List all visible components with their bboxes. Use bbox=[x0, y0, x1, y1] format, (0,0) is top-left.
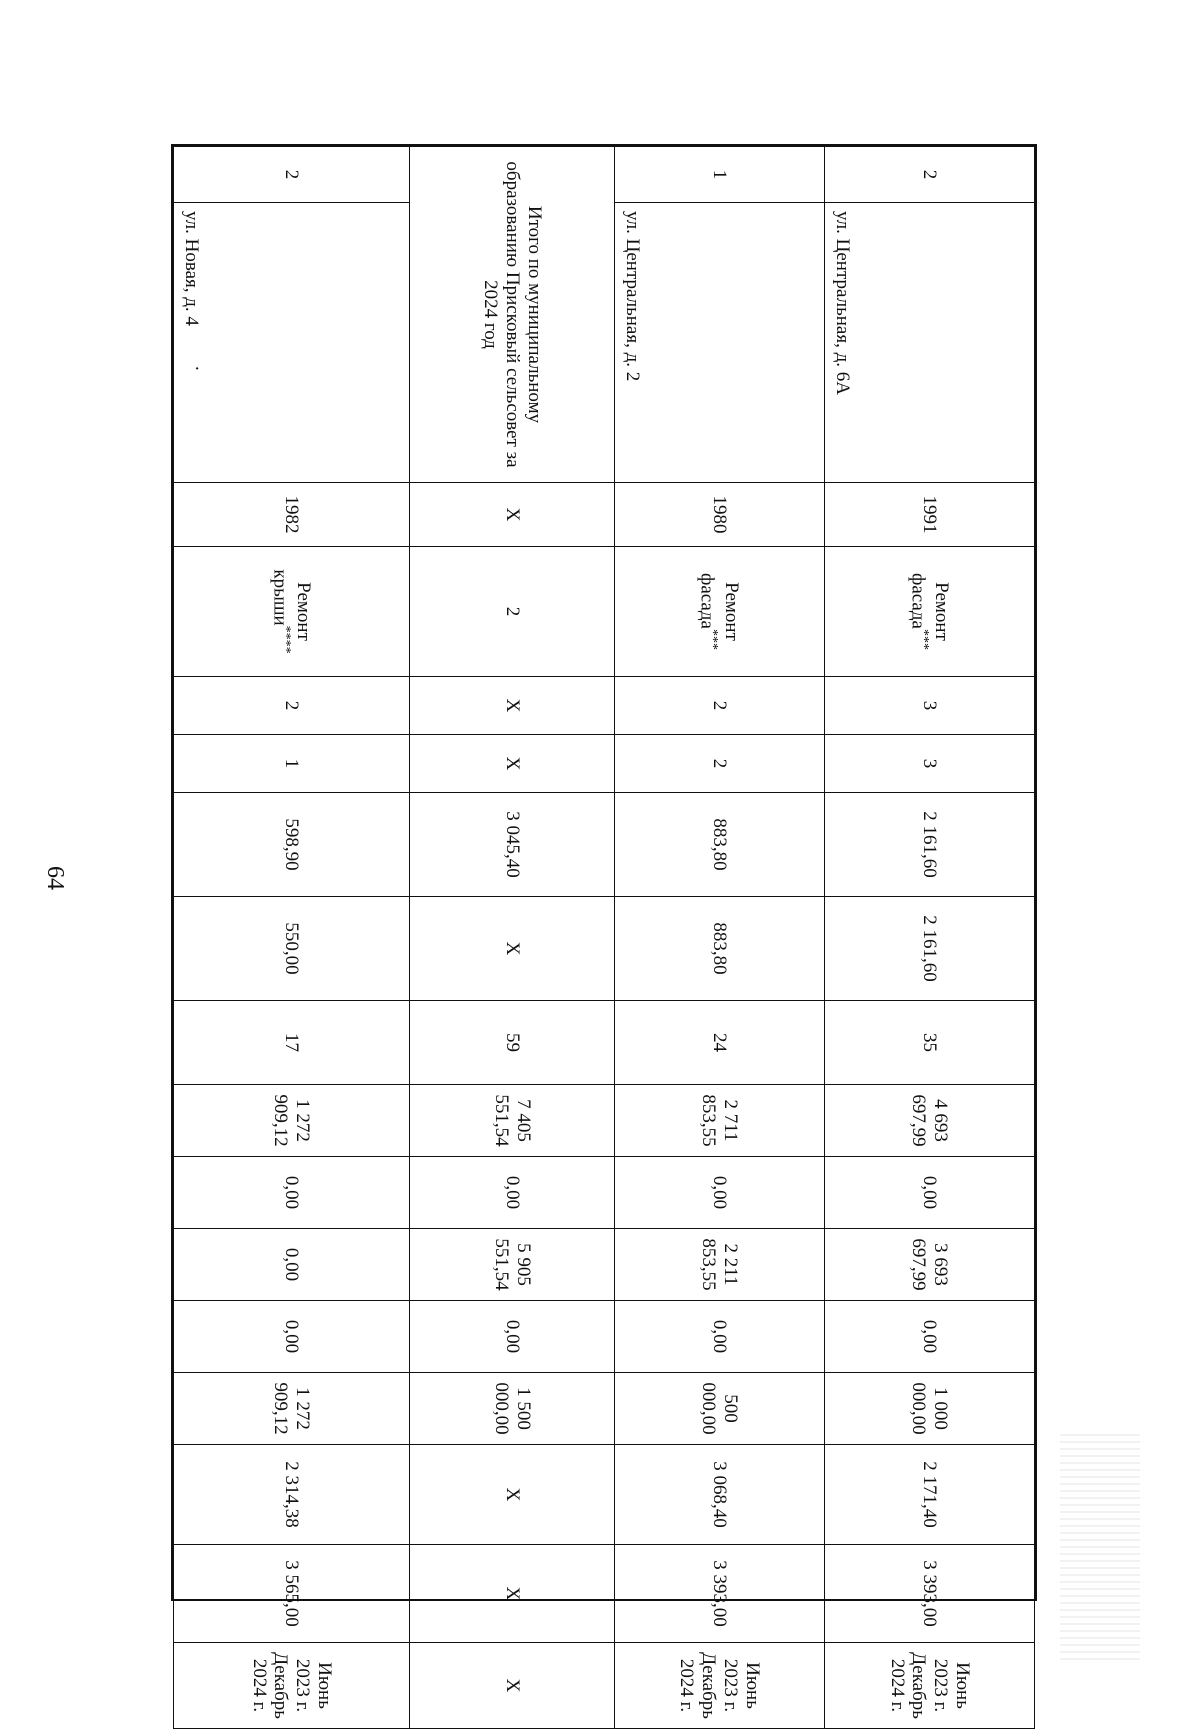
work-count-cell: 2 bbox=[409, 547, 614, 677]
count-cell: 2 bbox=[174, 677, 410, 735]
unit-cost-cell: X bbox=[409, 1445, 614, 1545]
cost-total-cell: 4 693 697,99 bbox=[824, 1085, 1034, 1157]
work-type-cell bbox=[174, 547, 410, 677]
period-start: Июнь 2023 г. bbox=[930, 1658, 974, 1713]
page-number: 64 bbox=[42, 866, 68, 890]
cost-cell: 0,00 bbox=[614, 1157, 824, 1229]
unit-cost-cell: 2 171,40 bbox=[824, 1445, 1034, 1545]
row-number: 1 bbox=[614, 147, 824, 203]
cost-cell: 0,00 bbox=[409, 1301, 614, 1373]
cost-cell: 0,00 bbox=[174, 1157, 410, 1229]
cost-cell: 1 000 000,00 bbox=[824, 1373, 1034, 1445]
work-type-cell bbox=[614, 547, 824, 677]
footnote-mark: *** bbox=[705, 628, 721, 650]
work-type-text: Ремонт крыши bbox=[269, 569, 315, 641]
area-cell: 883,80 bbox=[614, 897, 824, 1001]
period-cell: X bbox=[409, 1643, 614, 1729]
table-row bbox=[174, 147, 410, 1729]
residents-cell: 17 bbox=[174, 1001, 410, 1085]
year-cell: 1982 bbox=[174, 483, 410, 547]
scan-artifact bbox=[1060, 1430, 1140, 1660]
row-number: 2 bbox=[824, 147, 1034, 203]
limit-cost-cell: X bbox=[409, 1545, 614, 1643]
cost-cell: 1 272 909,12 bbox=[174, 1373, 410, 1445]
residents-cell: 59 bbox=[409, 1001, 614, 1085]
year-cell: 1980 bbox=[614, 483, 824, 547]
count-cell: 3 bbox=[824, 735, 1034, 793]
period-start: Июнь 2023 г. bbox=[292, 1658, 336, 1713]
cost-cell: 3 693 697,99 bbox=[824, 1229, 1034, 1301]
cost-total-cell: 7 405 551,54 bbox=[409, 1085, 614, 1157]
total-row bbox=[409, 147, 614, 1729]
cost-cell: 0,00 bbox=[824, 1301, 1034, 1373]
area-cell: 3 045,40 bbox=[409, 793, 614, 897]
cost-cell: 2 211 853,55 bbox=[614, 1229, 824, 1301]
cost-cell: 0,00 bbox=[174, 1301, 410, 1373]
residents-cell: 24 bbox=[614, 1001, 824, 1085]
work-type-cell bbox=[824, 547, 1034, 677]
unit-cost-cell: 2 314,38 bbox=[174, 1445, 410, 1545]
area-cell: 598,90 bbox=[174, 793, 410, 897]
count-cell: X bbox=[409, 735, 614, 793]
footnote-mark: **** bbox=[277, 625, 293, 654]
table-row bbox=[614, 147, 824, 1729]
period-end: Декабрь 2024 г. bbox=[676, 1652, 720, 1719]
work-type-text: Ремонт фасада bbox=[697, 573, 743, 641]
cost-cell: 0,00 bbox=[409, 1157, 614, 1229]
area-cell: 2 161,60 bbox=[824, 793, 1034, 897]
cost-cell: 0,00 bbox=[824, 1157, 1034, 1229]
table-frame bbox=[171, 144, 1037, 1719]
area-cell: 2 161,60 bbox=[824, 897, 1034, 1001]
year-cell: 1991 bbox=[824, 483, 1034, 547]
total-label-cell: Итого по муниципальному образованию Присковый сельсовет за 2024 год bbox=[409, 147, 614, 483]
address-text: ул. Новая, д. 4 bbox=[180, 211, 202, 326]
count-cell: 2 bbox=[614, 735, 824, 793]
limit-cost-cell: 3 393,00 bbox=[614, 1545, 824, 1643]
address-cell: ул. Центральная, д. 6А bbox=[824, 203, 1034, 483]
address-cell: ул. Центральная, д. 2 bbox=[614, 203, 824, 483]
period-cell bbox=[614, 1643, 824, 1729]
cost-cell: 500 000,00 bbox=[614, 1373, 824, 1445]
year-cell: X bbox=[409, 483, 614, 547]
row-number: 2 bbox=[174, 147, 410, 203]
limit-cost-cell: 3 565,00 bbox=[174, 1545, 410, 1643]
cost-total-cell: 2 711 853,55 bbox=[614, 1085, 824, 1157]
cost-cell: 0,00 bbox=[614, 1301, 824, 1373]
area-cell: X bbox=[409, 897, 614, 1001]
repair-plan-table bbox=[173, 146, 1035, 1729]
area-cell: 550,00 bbox=[174, 897, 410, 1001]
work-type-text: Ремонт фасада bbox=[907, 573, 953, 641]
cost-total-cell: 1 272 909,12 bbox=[174, 1085, 410, 1157]
period-end: Декабрь 2024 г. bbox=[248, 1652, 292, 1719]
stray-dot: . bbox=[190, 365, 212, 371]
rotated-table-container bbox=[173, 146, 1035, 1719]
count-cell: 2 bbox=[614, 677, 824, 735]
footnote-mark: *** bbox=[915, 628, 931, 650]
period-cell bbox=[824, 1643, 1034, 1729]
period-start: Июнь 2023 г. bbox=[720, 1658, 763, 1713]
cost-cell: 5 905 551,54 bbox=[409, 1229, 614, 1301]
table-row bbox=[824, 147, 1034, 1729]
address-cell bbox=[174, 203, 410, 483]
residents-cell: 35 bbox=[824, 1001, 1034, 1085]
count-cell: X bbox=[409, 677, 614, 735]
cost-cell: 0,00 bbox=[174, 1229, 410, 1301]
unit-cost-cell: 3 068,40 bbox=[614, 1445, 824, 1545]
count-cell: 1 bbox=[174, 735, 410, 793]
cost-cell: 1 500 000,00 bbox=[409, 1373, 614, 1445]
period-end: Декабрь 2024 г. bbox=[886, 1652, 930, 1719]
area-cell: 883,80 bbox=[614, 793, 824, 897]
period-cell bbox=[174, 1643, 410, 1729]
count-cell: 3 bbox=[824, 677, 1034, 735]
limit-cost-cell: 3 393,00 bbox=[824, 1545, 1034, 1643]
